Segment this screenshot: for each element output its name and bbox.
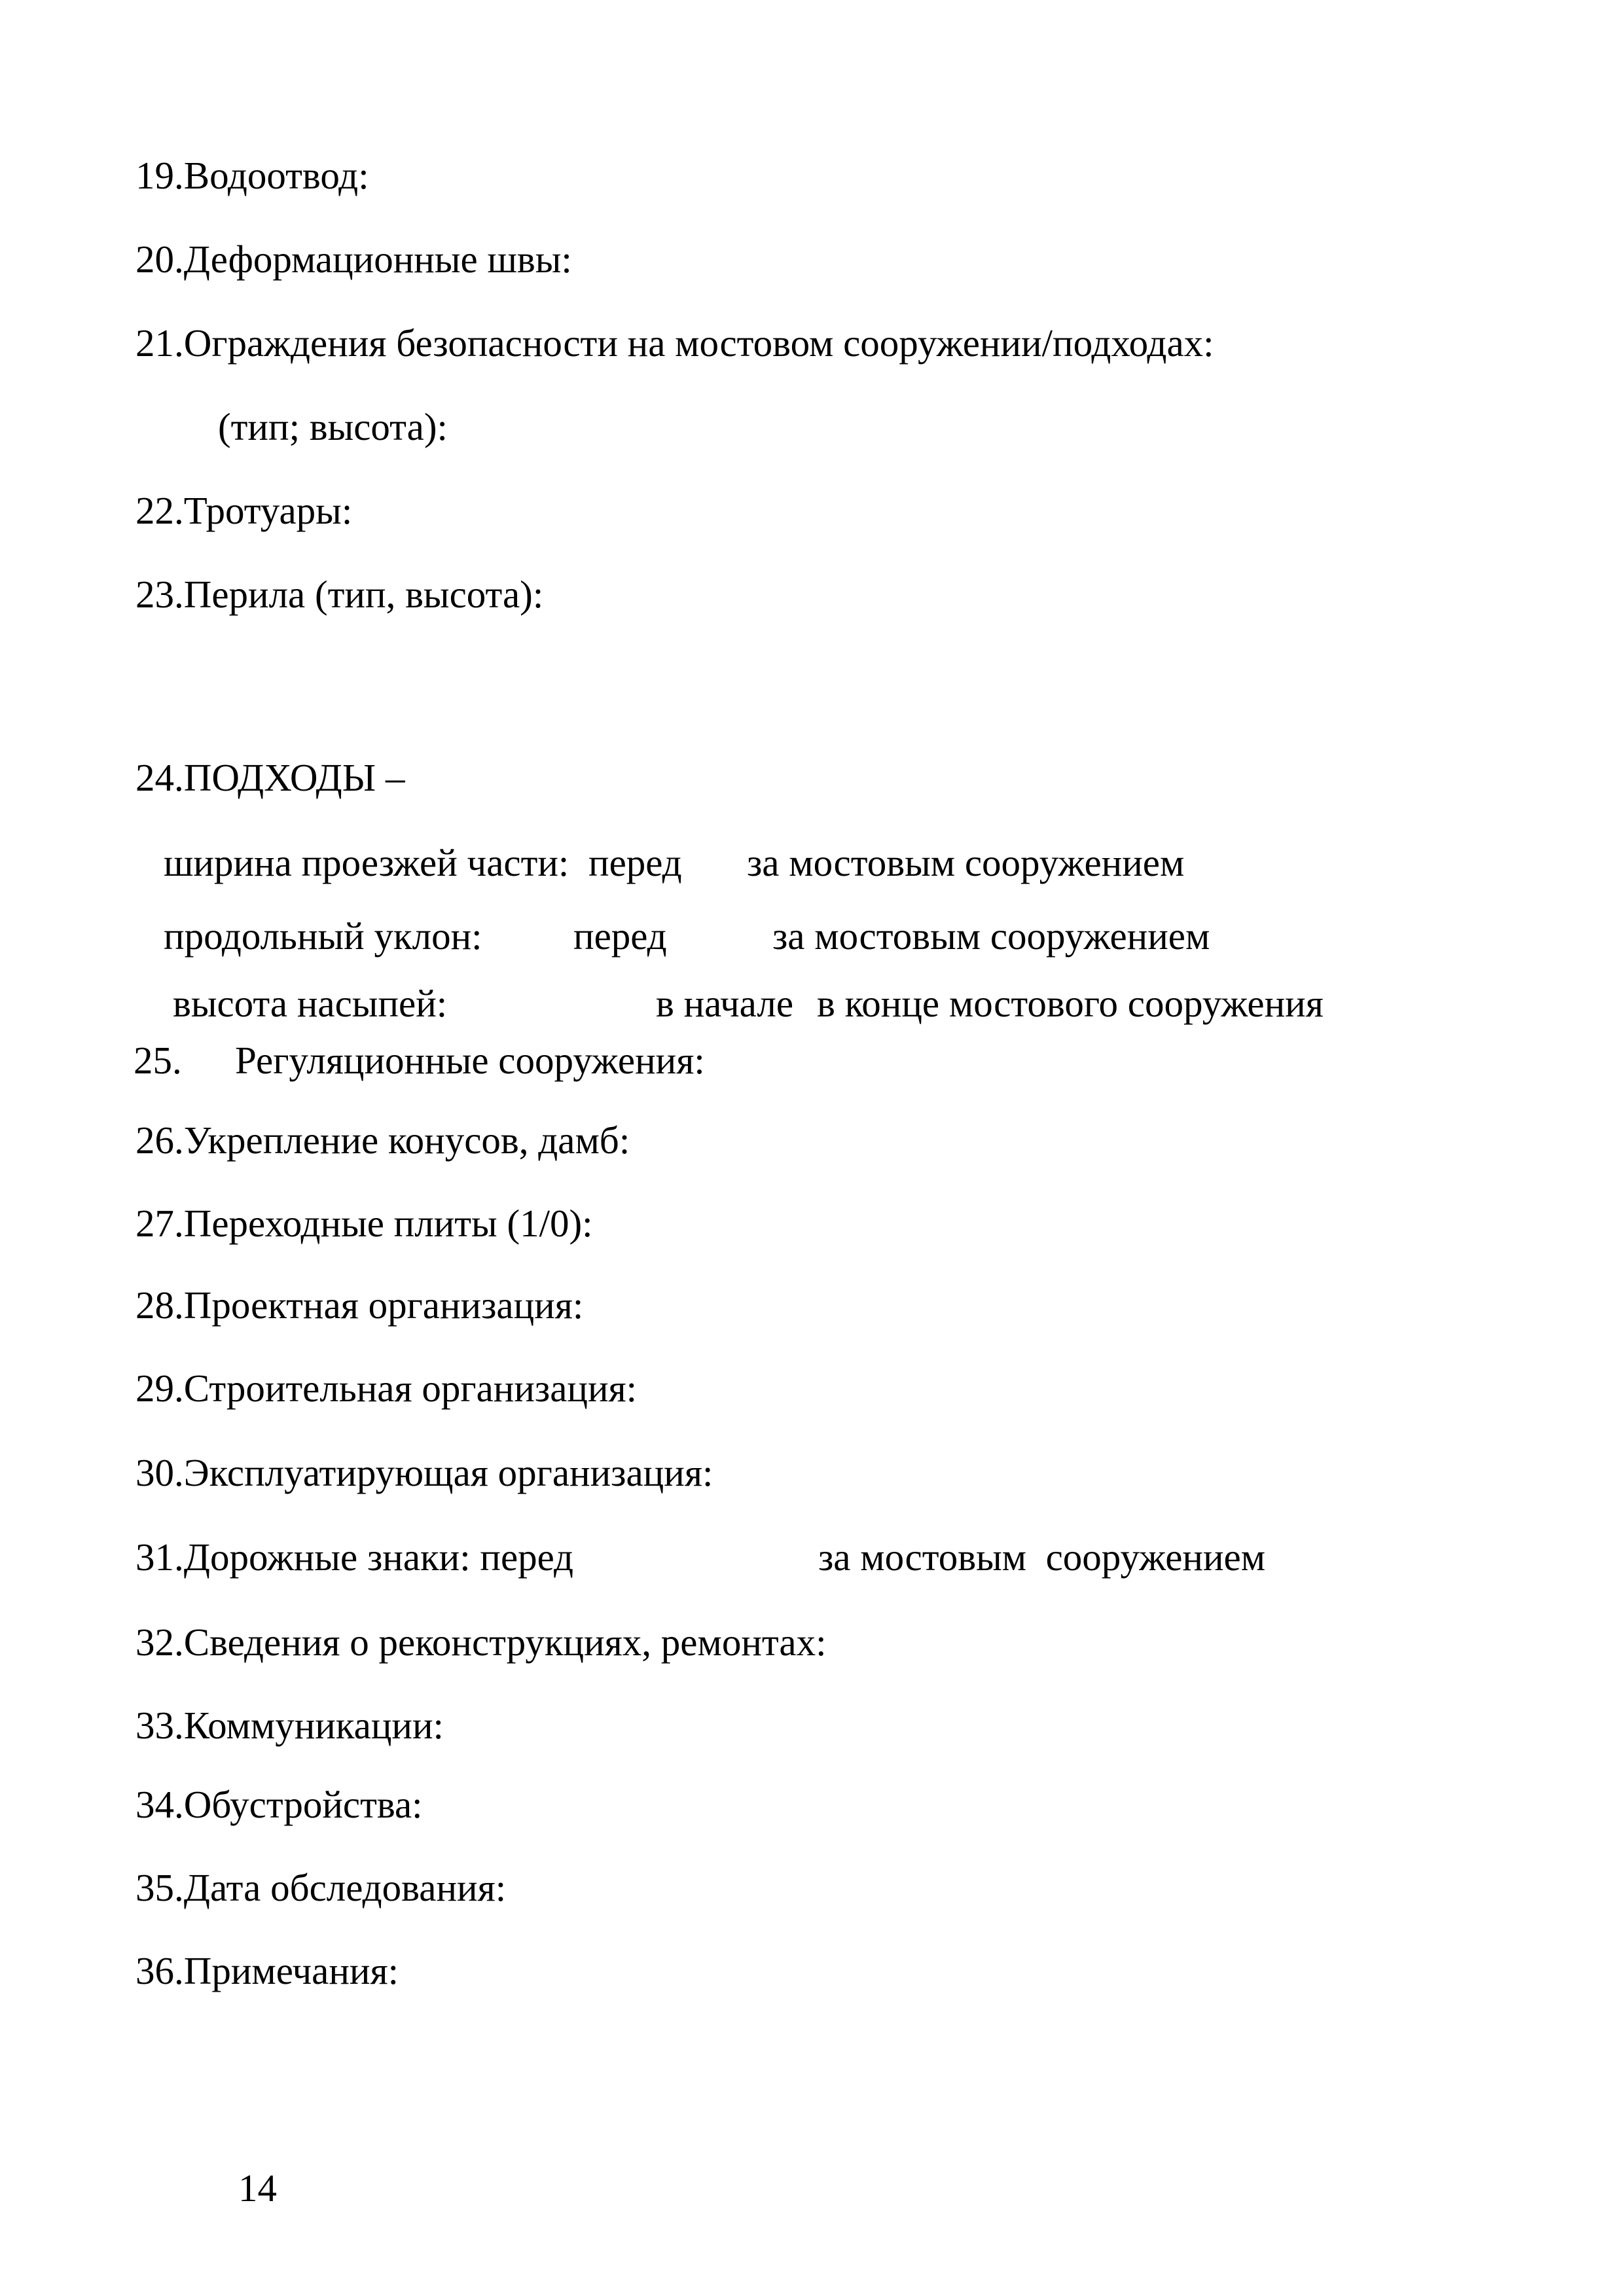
list-item-20: 20.Деформационные швы: — [135, 238, 572, 281]
list-item-21-subnote: (тип; высота): — [218, 405, 448, 448]
approaches-embankment-label: высота насыпей: — [173, 982, 448, 1025]
list-item-26: 26.Укрепление конусов, дамб: — [135, 1119, 630, 1162]
list-item-25-number: 25. — [134, 1039, 182, 1082]
approaches-slope-before: перед — [573, 914, 667, 958]
list-item-35: 35.Дата обследования: — [135, 1866, 507, 1909]
approaches-width-after: за мостовым сооружением — [747, 841, 1185, 884]
list-item-24: 24.ПОДХОДЫ – — [135, 756, 405, 799]
approaches-embankment-end: в конце мостового сооружения — [817, 982, 1324, 1025]
list-item-25-text: Регуляционные сооружения: — [235, 1039, 705, 1082]
list-item-29: 29.Строительная организация: — [135, 1367, 638, 1410]
approaches-width-before: перед — [588, 841, 682, 884]
list-item-31-main: 31.Дорожные знаки: перед — [135, 1535, 574, 1579]
list-item-22: 22.Тротуары: — [135, 489, 353, 532]
list-item-36: 36.Примечания: — [135, 1949, 399, 1992]
list-item-21: 21.Ограждения безопасности на мостовом сооружении/подходах: — [135, 321, 1214, 365]
list-item-19: 19.Водоотвод: — [135, 154, 369, 197]
list-item-33: 33.Коммуникации: — [135, 1704, 444, 1747]
list-item-34: 34.Обустройства: — [135, 1783, 423, 1826]
list-item-28: 28.Проектная организация: — [135, 1283, 584, 1327]
approaches-slope-label: продольный уклон: — [164, 914, 482, 958]
approaches-width-label: ширина проезжей части: — [164, 841, 569, 884]
list-item-31-after: за мостовым сооружением — [818, 1535, 1266, 1579]
list-item-32: 32.Сведения о реконструкциях, ремонтах: — [135, 1621, 827, 1664]
list-item-23: 23.Перила (тип, высота): — [135, 573, 544, 616]
page-number: 14 — [238, 2166, 277, 2210]
list-item-31 — [0, 1535, 1624, 1693]
approaches-embankment-start: в начале — [656, 982, 794, 1025]
list-item-30: 30.Эксплуатирующая организация: — [135, 1451, 713, 1494]
list-item-27: 27.Переходные плиты (1/0): — [135, 1202, 593, 1245]
approaches-slope-after: за мостовым сооружением — [772, 914, 1210, 958]
